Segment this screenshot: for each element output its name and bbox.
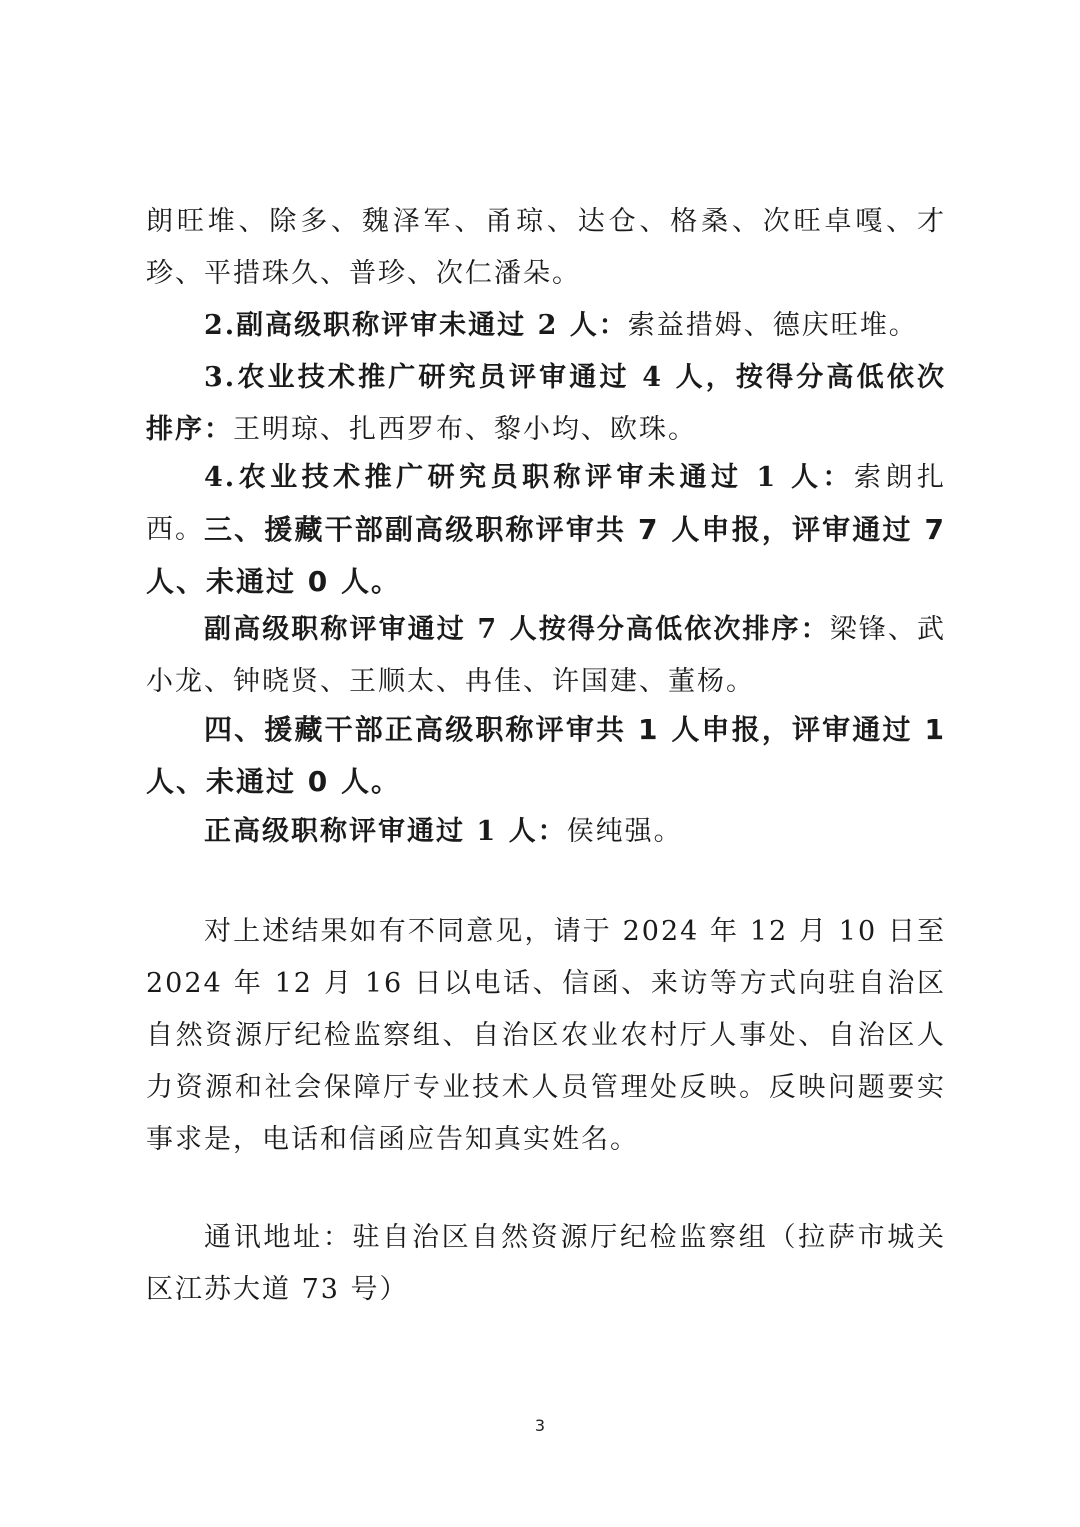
item-4-lead: 4.农业技术推广研究员职称评审未通过 1 人： (204, 462, 855, 493)
section-3-lead: 副高级职称评审通过 7 人按得分高低依次排序： (204, 614, 830, 645)
name-list-text: 朗旺堆、除多、魏泽军、甬琼、达仓、格桑、次旺卓嘎、才珍、平措珠久、普珍、次仁潘朵。 (146, 206, 946, 289)
section-4-paragraph (146, 806, 946, 858)
section-3-heading: 三、援藏干部副高级职称评审共 7 人申报，评审通过 7 人、未通过 0 人。 (146, 513, 946, 598)
page-number: 3 (534, 1416, 546, 1435)
item-3-body: 王明琼、扎西罗布、黎小均、欧珠。 (233, 414, 697, 445)
name-list-paragraph (146, 196, 946, 300)
item-2-lead: 2.副高级职称评审未通过 2 人： (204, 310, 628, 341)
objection-notice-paragraph: 对上述结果如有不同意见，请于 2024 年 12 月 10 日至 2024 年 12 月 16 日以电话、信函、来访等方式向驻自治区自然资源厅纪检监察组、自治区农业农村厅人事处、自治区人力资源和社会保障厅专业技术人员管理处反映。反映问题要实事求是，电话和信函应告知真实姓名。 (146, 916, 946, 1155)
section-4-heading: 四、援藏干部正高级职称评审共 1 人申报，评审通过 1 人、未通过 0 人。 (146, 713, 946, 798)
item-2-paragraph (146, 300, 946, 352)
address-paragraph: 通讯地址：驻自治区自然资源厅纪检监察组（拉萨市城关区江苏大道 73 号） (146, 1222, 946, 1305)
item-4-body: 索朗扎西。 (146, 462, 946, 545)
section-4-body: 侯纯强。 (566, 816, 683, 847)
item-2-body: 索益措姆、德庆旺堆。 (627, 310, 918, 341)
section-3-paragraph (146, 604, 946, 708)
item-3-lead: 3.农业技术推广研究员评审通过 4 人，按得分高低依次排序： (146, 362, 946, 445)
section-3-body: 梁锋、武小龙、钟晓贤、王顺太、冉佳、许国建、董杨。 (146, 614, 946, 697)
item-3-paragraph (146, 352, 946, 456)
section-4-lead: 正高级职称评审通过 1 人： (204, 816, 567, 847)
